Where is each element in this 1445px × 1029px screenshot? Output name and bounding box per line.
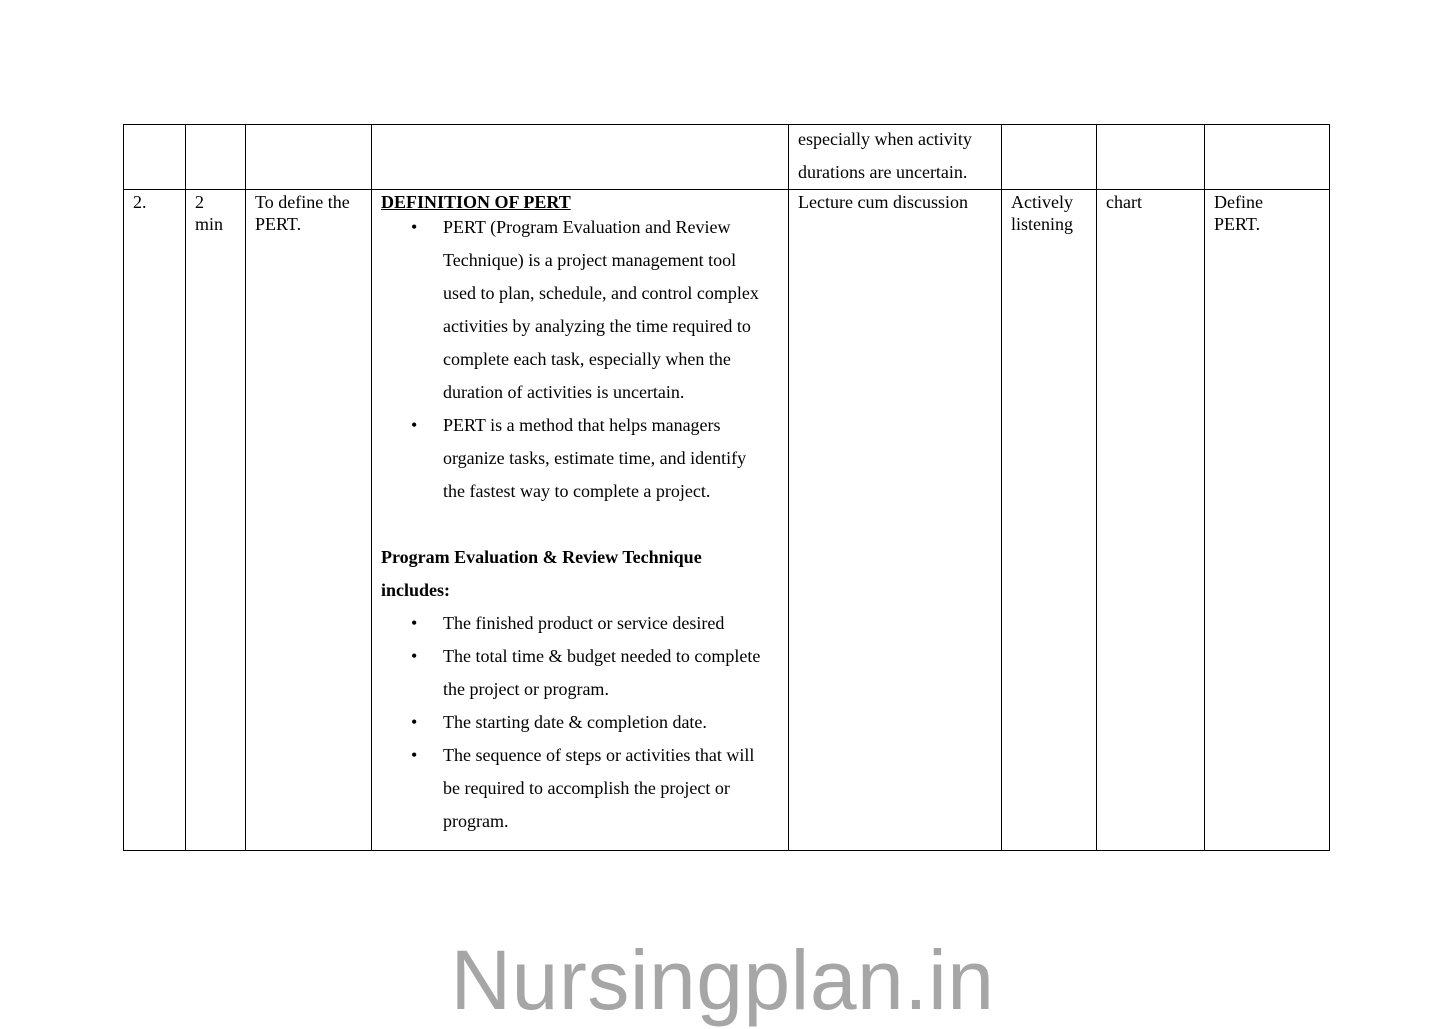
definition-heading: DEFINITION OF PERT [381,192,571,212]
bullet-text-line: The sequence of steps or activities that will [443,745,755,765]
time-cell [186,190,246,851]
content-cell [372,190,789,851]
list-item [381,739,779,838]
includes-heading: includes: [381,580,451,600]
learner-activity-line: Actively [1011,192,1073,212]
serial-number: 2. [133,192,147,212]
sno-cell [124,190,186,851]
includes-heading: Program Evaluation & Review Technique [381,547,702,567]
definition-bullet-list [381,211,779,508]
bullet-icon: • [411,415,418,435]
list-item [381,211,779,409]
evaluation-line: Define [1214,192,1263,212]
bullet-icon: • [411,745,418,765]
includes-bullet-list [381,607,779,838]
table-row [124,125,1330,190]
time-unit: min [195,214,224,234]
lesson-plan-table [123,124,1330,851]
bullet-icon: • [411,217,418,237]
av-aids-cell [1097,125,1205,190]
bullet-icon: • [411,613,418,633]
bullet-text-line: The total time & budget needed to complete [443,646,761,666]
bullet-icon: • [411,712,418,732]
watermark: Nursingplan.in [450,933,995,1027]
bullet-text-line: activities by analyzing the time required to [443,316,751,336]
evaluation-cell [1205,190,1330,851]
evaluation-line: PERT. [1214,214,1261,234]
learner-activity-cell [1002,125,1097,190]
time-value: 2 [195,192,204,212]
objective-text-line: PERT. [255,214,302,234]
bullet-text-line: used to plan, schedule, and control complex [443,283,759,303]
table-row [124,190,1330,851]
bullet-text-line: Technique) is a project management tool [443,250,737,270]
objective-cell [246,125,372,190]
bullet-text-line: PERT is a method that helps managers [443,415,721,435]
time-cell [186,125,246,190]
content-cell [372,125,789,190]
objective-text-line: To define the [255,192,350,212]
learner-activity-line: listening [1011,214,1073,234]
bullet-text-line: PERT (Program Evaluation and Review [443,217,731,237]
bullet-text-line: the project or program. [443,679,609,699]
method-text-line: especially when activity [798,129,972,149]
bullet-text-line: the fastest way to complete a project. [443,481,711,501]
list-item [381,409,779,508]
objective-cell [246,190,372,851]
bullet-text-line: be required to accomplish the project or [443,778,730,798]
method-text-line: durations are uncertain. [798,162,968,182]
teaching-method: Lecture cum discussion [798,192,968,212]
bullet-text-line: program. [443,811,509,831]
list-item [381,607,779,640]
list-item [381,640,779,706]
method-cell [789,190,1002,851]
method-cell [789,125,1002,190]
sno-cell [124,125,186,190]
bullet-text-line: The starting date & completion date. [443,712,707,732]
av-aids-cell [1097,190,1205,851]
bullet-text-line: The finished product or service desired [443,613,725,633]
bullet-text-line: complete each task, especially when the [443,349,731,369]
bullet-text-line: organize tasks, estimate time, and identify [443,448,747,468]
bullet-text-line: duration of activities is uncertain. [443,382,685,402]
list-item [381,706,779,739]
evaluation-cell [1205,125,1330,190]
learner-activity-cell [1002,190,1097,851]
spacer [381,508,779,541]
av-aid: chart [1106,192,1142,212]
bullet-icon: • [411,646,418,666]
